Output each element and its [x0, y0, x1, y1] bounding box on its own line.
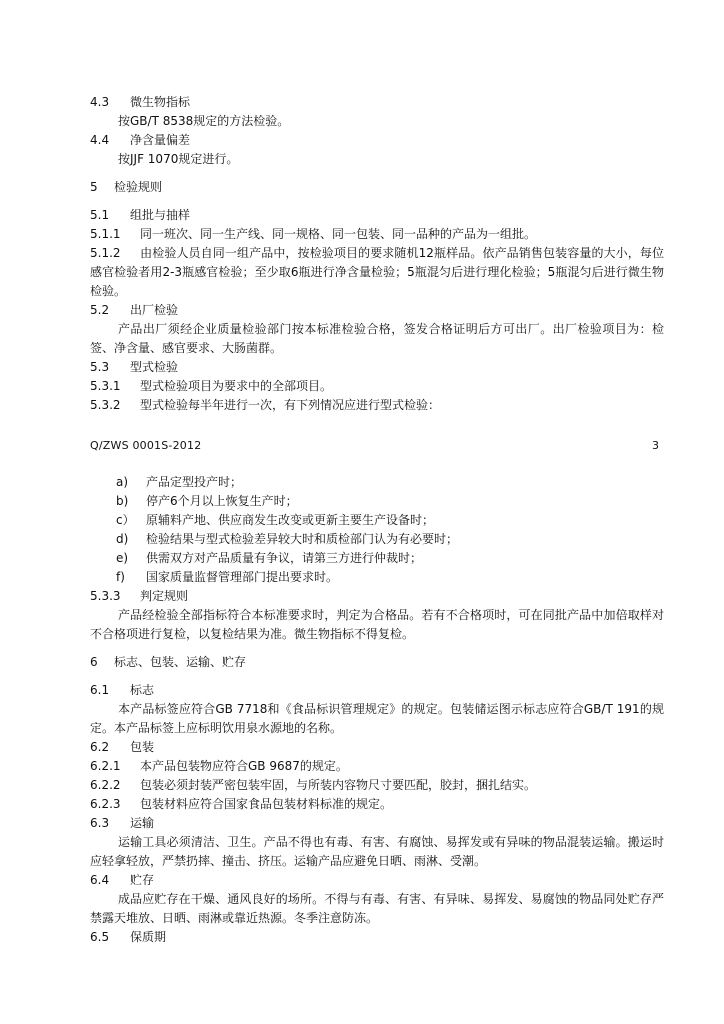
list-item: e) 供需双方对产品质量有争议，请第三方进行仲裁时；: [116, 551, 423, 565]
list-item: c） 原辅料产地、供应商发生改变或更新主要生产设备时；: [116, 513, 435, 527]
heading-4-4: 4.4 净含量偏差: [90, 133, 191, 147]
inspection-conditions-list: [90, 473, 664, 587]
lower-section: [90, 473, 664, 947]
list-item: d) 检验结果与型式检验差异较大时和质检部门认为有必要时；: [116, 532, 459, 546]
clause-6-2-1: 6.2.1 本产品包装物应符合GB 9687的规定。: [90, 759, 348, 773]
heading-5-2: 5.2 出厂检验: [90, 303, 179, 317]
heading-5: 5 检验规则: [90, 180, 163, 194]
list-item: b) 停产6个月以上恢复生产时；: [116, 494, 298, 508]
clause-5-3-2: 5.3.2 型式检验每半年进行一次，有下列情况应进行型式检验：: [90, 398, 441, 412]
clause-5-3-1: 5.3.1 型式检验项目为要求中的全部项目。: [90, 379, 333, 393]
heading-5-3: 5.3 型式检验: [90, 360, 179, 374]
text-4-4: 按JJF 1070规定进行。: [118, 152, 239, 166]
text-5-3-3: 产品经检验全部指标符合本标准要求时，判定为合格品。若有不合格项时，可在同批产品中加倍取样对不合格项进行复检，以复检结果为准。微生物指标不得复检。: [90, 608, 664, 641]
heading-4-3: 4.3 微生物指标: [90, 95, 191, 109]
upper-section: [90, 93, 664, 415]
heading-6-1: 6.1 标志: [90, 683, 155, 697]
clause-5-1-1: 5.1.1 同一班次、同一生产线、同一规格、同一包装、同一品种的产品为一组批。: [90, 227, 537, 241]
heading-6-4: 6.4 贮存: [90, 873, 155, 887]
heading-6-5: 6.5 保质期: [90, 930, 167, 944]
heading-5-3-3: 5.3.3 判定规则: [90, 589, 189, 603]
text-6-1: 本产品标签应符合GB 7718和《食品标识管理规定》的规定。包装储运图示标志应符合GB/T 191的规定。本产品标签上应标明饮用泉水源地的名称。: [90, 702, 664, 735]
list-item: a) 产品定型投产时；: [116, 475, 243, 489]
text-6-3: 运输工具必须清洁、卫生。产品不得也有毒、有害、有腐蚀、易挥发或有异味的物品混装运输。搬运时应轻拿轻放，严禁扔摔、撞击、挤压。运输产品应避免日晒、雨淋、受潮。: [90, 835, 664, 868]
document-code: Q/ZWS 0001S-2012: [90, 439, 202, 452]
heading-6-3: 6.3 运输: [90, 816, 155, 830]
heading-6-2: 6.2 包装: [90, 740, 155, 754]
page-number: 3: [652, 439, 659, 452]
heading-6: 6 标志、包装、运输、贮存: [90, 655, 247, 669]
text-6-4: 成品应贮存在干燥、通风良好的场所。不得与有毒、有害、有异味、易挥发、易腐蚀的物品同处贮存严禁露天堆放、日晒、雨淋或靠近热源。冬季注意防冻。: [90, 892, 664, 925]
clause-5-1-2: 5.1.2 由检验人员自同一组产品中，按检验项目的要求随机12瓶样品。依产品销售包装容量的大小，每位感官检验者用2-3瓶感官检验；至少取6瓶进行净含量检验；5瓶混匀后进行理化检验；5瓶混匀后进行微生物检验。: [90, 246, 664, 298]
clause-6-2-2: 6.2.2 包装必须封装严密包装牢固，与所装内容物尺寸要匹配，胶封，捆扎结实。: [90, 778, 537, 792]
heading-5-1: 5.1 组批与抽样: [90, 208, 191, 222]
text-5-2: 产品出厂须经企业质量检验部门按本标准检验合格，签发合格证明后方可出厂。出厂检验项目为：检签、净含量、感官要求、大肠菌群。: [90, 322, 664, 355]
text-4-3: 按GB/T 8538规定的方法检验。: [118, 114, 290, 128]
clause-6-2-3: 6.2.3 包装材料应符合国家食品包装材料标准的规定。: [90, 797, 393, 811]
list-item: f) 国家质量监督管理部门提出要求时。: [116, 570, 339, 584]
